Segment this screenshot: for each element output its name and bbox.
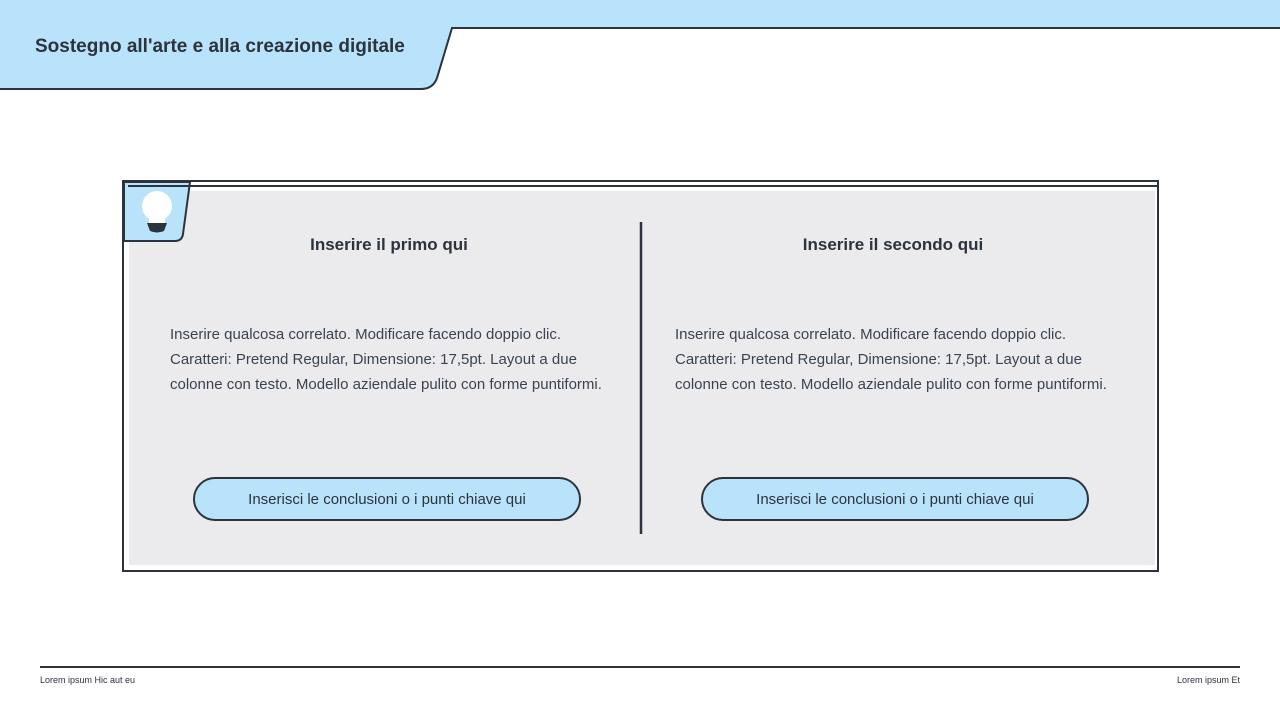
column-1-title: Inserire il primo qui [310, 235, 468, 254]
footer-divider [40, 666, 1240, 668]
column-1-conclusion-button[interactable]: Inserisci le conclusioni o i punti chiave qui [193, 477, 581, 521]
page-title: Sostegno all'arte e alla creazione digitale [35, 36, 405, 57]
column-2-body: Inserire qualcosa correlato. Modificare facendo doppio clic. Caratteri: Pretend Regular, Dimensione: 17,5pt. Layout a due colonne con testo. Modello aziendale pulito con forme puntiformi. [675, 326, 1107, 393]
column-2-conclusion-button[interactable]: Inserisci le conclusioni o i punti chiave qui [701, 477, 1089, 521]
footer-left-text: Lorem ipsum Hic aut eu [40, 675, 136, 685]
column-1-body: Inserire qualcosa correlato. Modificare facendo doppio clic. Caratteri: Pretend Regular, Dimensione: 17,5pt. Layout a due colonne con testo. Modello aziendale pulito con forme puntiformi. [170, 326, 602, 393]
lightbulb-icon [139, 190, 175, 236]
footer-right-text: Lorem ipsum Et [1176, 675, 1240, 685]
column-2-title: Inserire il secondo qui [802, 235, 984, 254]
